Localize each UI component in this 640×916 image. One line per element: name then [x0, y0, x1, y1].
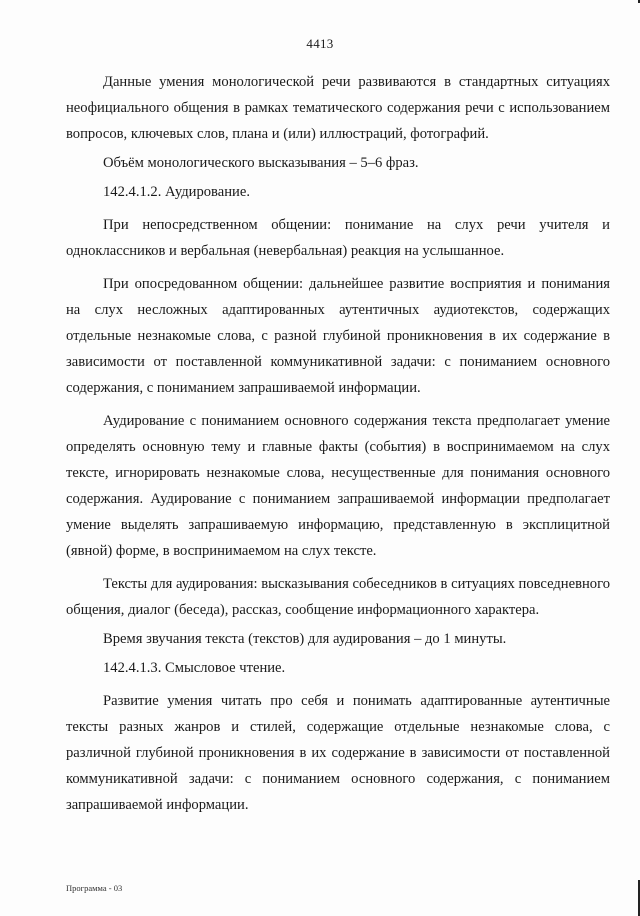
paragraph-monologue-volume: Объём монологического высказывания – 5–6 фраз.	[103, 155, 419, 171]
document-body	[66, 69, 610, 818]
page-footer: Программа - 03	[66, 883, 123, 893]
paragraph-mediated-communication: При опосредованном общении: дальнейшее развитие восприятия и понимания на слух несложных адаптированных аутентичных аудиотекстов, содержащих отдельные незнакомые слова, с разной глубиной проникновения в их содержание в зависимости от поставленной коммуникативной задачи: с пониманием основного содержания, с пониманием запрашиваемой информации.	[66, 276, 610, 396]
section-heading-reading: 142.4.1.3. Смысловое чтение.	[103, 660, 286, 676]
paragraph-reading-skills: Развитие умения читать про себя и понимать адаптированные аутентичные тексты разных жанров и стилей, содержащие отдельные незнакомые слова, с различной глубиной проникновения в их содержание в зависимости от поставленной коммуникативной задачи: с пониманием основного содержания, с пониманием запрашиваемой информации.	[66, 693, 610, 813]
paragraph-listening-texts: Тексты для аудирования: высказывания собеседников в ситуациях повседневного общения, диалог (беседа), рассказ, сообщение информационного характера.	[66, 576, 610, 618]
page-number: 4413	[306, 36, 334, 51]
paragraph-direct-communication: При непосредственном общении: понимание на слух речи учителя и одноклассников и вербальная (невербальная) реакция на услышанное.	[66, 217, 610, 259]
paragraph-listening-duration: Время звучания текста (текстов) для аудирования – до 1 минуты.	[103, 631, 507, 647]
section-heading-listening: 142.4.1.2. Аудирование.	[103, 184, 250, 200]
paragraph-monologue-skills: Данные умения монологической речи развиваются в стандартных ситуациях неофициального общения в рамках тематического содержания речи с использованием вопросов, ключевых слов, плана и (или) иллюстраций, фотографий.	[66, 74, 610, 142]
paragraph-listening-main-content: Аудирование с пониманием основного содержания текста предполагает умение определять основную тему и главные факты (события) в воспринимаемом на слух тексте, игнорировать незнакомые слова, несущественные для понимания основного содержания. Аудирование с пониманием запрашиваемой информации предполагает умение выделять запрашиваемую информацию, представленную в эксплицитной (явной) форме, в воспринимаемом на слух тексте.	[66, 413, 610, 559]
